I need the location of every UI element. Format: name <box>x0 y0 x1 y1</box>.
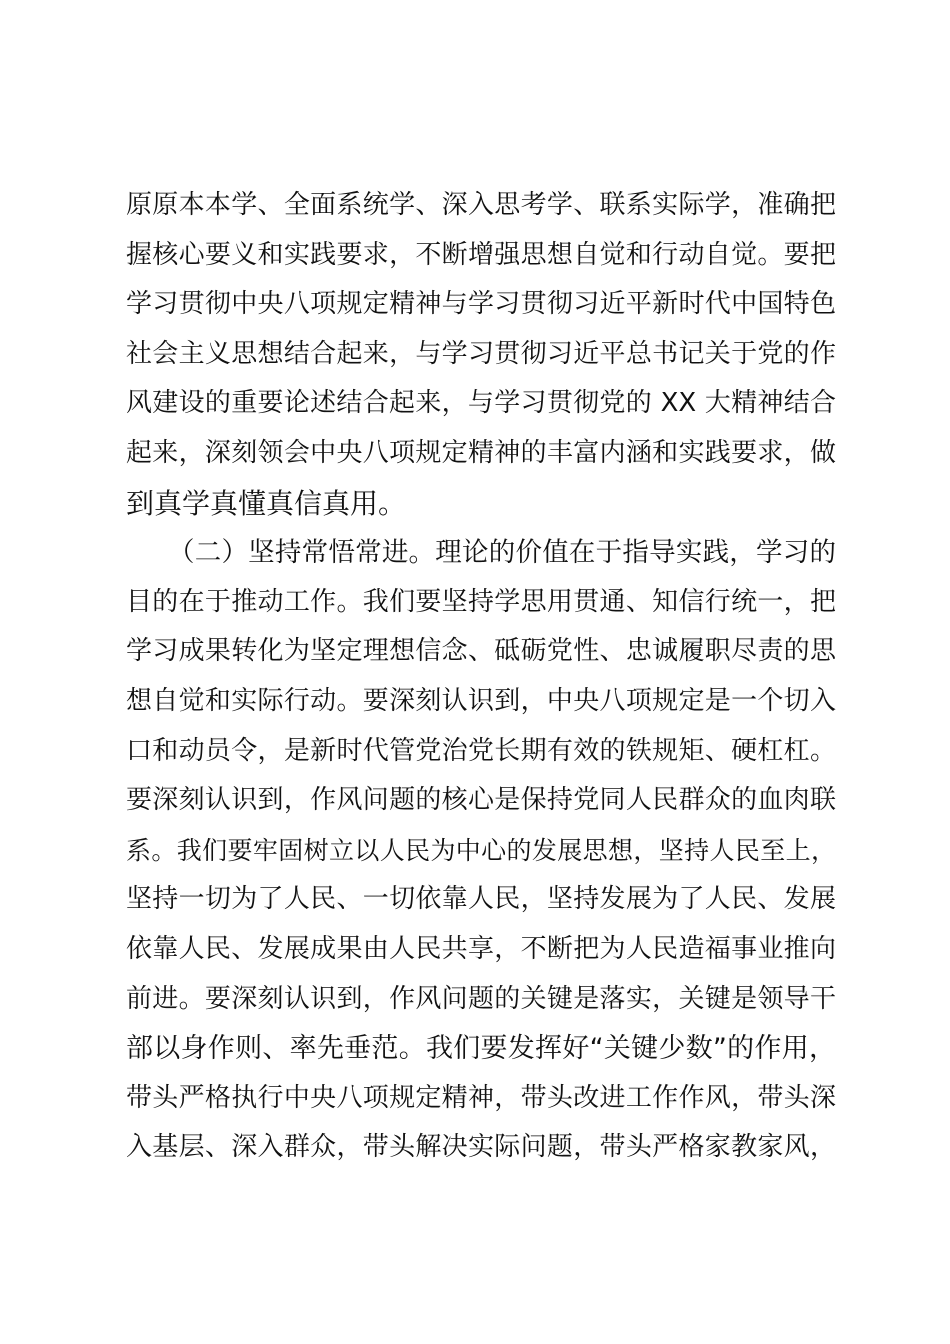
text-line: 学习成果转化为坚定理想信念、砥砺党性、忠诚履职尽责的思 <box>126 636 836 667</box>
text-line: 入基层、深入群众，带头解决实际问题，带头严格家教家风， <box>126 1132 836 1163</box>
text-line: 前进。要深刻认识到，作风问题的关键是落实，关键是领导干 <box>126 983 836 1014</box>
text-line: 依靠人民、发展成果由人民共享，不断把为人民造福事业推向 <box>126 933 836 964</box>
text-line: 原原本本学、全面系统学、深入思考学、联系实际学，准确把 <box>126 190 836 220</box>
text-line: 目的在于推动工作。我们要坚持学思用贯通、知信行统一，把 <box>126 586 836 617</box>
text-line: 想自觉和实际行动。要深刻认识到，中央八项规定是一个切入 <box>126 685 836 716</box>
text-line: 学习贯彻中央八项规定精神与学习贯彻习近平新时代中国特色 <box>126 289 836 320</box>
text-line: 社会主义思想结合起来，与学习贯彻习近平总书记关于党的作 <box>126 338 836 369</box>
text-line: 起来，深刻领会中央八项规定精神的丰富内涵和实践要求，做 <box>126 437 836 468</box>
text-line: 带头严格执行中央八项规定精神，带头改进工作作风，带头深 <box>126 1082 836 1113</box>
document-body <box>126 181 836 1173</box>
text-line: 到真学真懂真信真用。 <box>126 486 407 520</box>
text-line: 风建设的重要论述结合起来，与学习贯彻党的 XX 大精神结合 <box>126 388 836 419</box>
section-heading-line: （二）坚持常悟常进。理论的价值在于指导实践，学习的 <box>168 537 836 569</box>
text-line: 系。我们要牢固树立以人民为中心的发展思想，坚持人民至上， <box>126 835 836 865</box>
text-line: 要深刻认识到，作风问题的核心是保持党同人民群众的血肉联 <box>126 785 836 816</box>
text-line: 口和动员令，是新时代管党治党长期有效的铁规矩、硬杠杠。 <box>126 735 836 766</box>
text-line: 坚持一切为了人民、一切依靠人民，坚持发展为了人民、发展 <box>126 884 836 915</box>
text-line: 部以身作则、率先垂范。我们要发挥好“关键少数”的作用， <box>126 1033 836 1065</box>
text-line: 握核心要义和实践要求，不断增强思想自觉和行动自觉。要把 <box>126 239 836 270</box>
